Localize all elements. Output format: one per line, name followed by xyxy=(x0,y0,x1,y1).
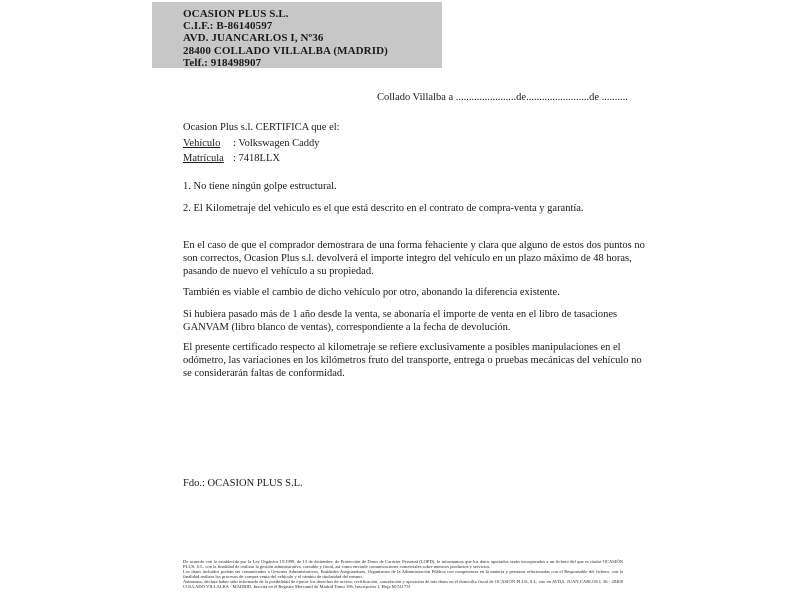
paragraph-refund-condition: En el caso de que el comprador demostrara de una forma fehaciente y clara que alguno de estos dos puntos no son correctos, Ocasion Plus s.l. devolverá el importe integro del vehículo en un plazo máximo de 48 horas, pasando de nuevo el vehículo a su propiedad. xyxy=(183,240,645,277)
vehicle-value: : Volkswagen Caddy xyxy=(233,137,320,149)
legal-paragraph-rights: Asimismo, declara haber sido informado de la posibilidad de ejercer los derechos de acceso, rectificación, cancelación y oposición de mis datos en el domicilio fiscal de OCASIÓN PLUS, S.L. sito en AVDA. JUAN CARLOS I, 36 - 28400 COLLADO VILLALBA - MADRID. Inscrita en el Registro Mercantil de Madrid Tomo 196, Inscripción 1, Hoja M-511731 xyxy=(183,579,623,590)
date-line: Collado Villalba a .......................de........................de .......... xyxy=(377,92,628,103)
paragraph-exchange-option: También es viable el cambio de dicho vehículo por otro, abonando la diferencia existente. xyxy=(183,287,560,298)
plate-row xyxy=(183,151,653,167)
company-cif: C.I.F.: B-86140597 xyxy=(183,20,273,33)
vehicle-row xyxy=(183,136,653,152)
company-header-block xyxy=(152,2,442,68)
plate-value: : 7418LLX xyxy=(233,153,280,164)
legal-paragraph-lopd: De acuerdo con lo establecido por la Ley Orgánica 15/1999, de 13 de diciembre, de Protección de Datos de Carácter Personal (LOPD), le informamos que los datos aportados serán incorporados a un fichero del que es titular OCASIÓN PLUS, S.L. con la finalidad de realizar la gestión administrativa, contable y fiscal, así como enviarle comunicaciones comerciales sobre nuestros productos y servicios. xyxy=(183,559,623,570)
signature-line: Fdo.: OCASION PLUS S.L. xyxy=(183,478,303,489)
plate-label: Matrícula xyxy=(183,153,224,164)
legal-paragraph-data-sharing: Los datos incluidos podrán ser comunicados a Gestores Administrativos, Entidades Aseguradoras, Organismos de la Administración Pública con competencia en la materia y personas relacionadas con el Responsable del fichero, con la finalidad realizar los procesos de compra venta del vehículo y el cambio de titularidad del mismo. xyxy=(183,569,623,580)
point-2: 2. El Kilometraje del vehículo es el que está descrito en el contrato de compra-venta y garantía. xyxy=(183,203,584,214)
company-city: 28400 COLLADO VILLALBA (MADRID) xyxy=(183,44,388,57)
legal-notice xyxy=(183,559,623,590)
company-name: OCASION PLUS S.L. xyxy=(183,8,289,20)
vehicle-label: Vehículo xyxy=(183,137,221,149)
company-phone: Telf.: 918498907 xyxy=(183,56,262,69)
point-1: 1. No tiene ningún golpe estructural. xyxy=(183,181,337,192)
paragraph-ganvam-valuation: Si hubiera pasado más de 1 año desde la venta, se abonaría el importe de venta en el libro de tasaciones GANVAM (libro blanco de ventas), correspondiente a la fecha de devolución. xyxy=(183,309,618,333)
certification-block xyxy=(183,120,653,167)
company-address: AVD. JUANCARLOS I, Nº36 xyxy=(183,32,324,45)
certify-intro: Ocasion Plus s.l. CERTIFICA que el: xyxy=(183,122,340,133)
paragraph-odometer-scope: El presente certificado respecto al kilometraje se refiere exclusivamente a posibles manipulaciones en el odómetro, las variaciones en los kilómetros fruto del transporte, entrega o pruebas mecánicas del vehículo no se considerarán faltas de conformidad. xyxy=(183,342,642,379)
